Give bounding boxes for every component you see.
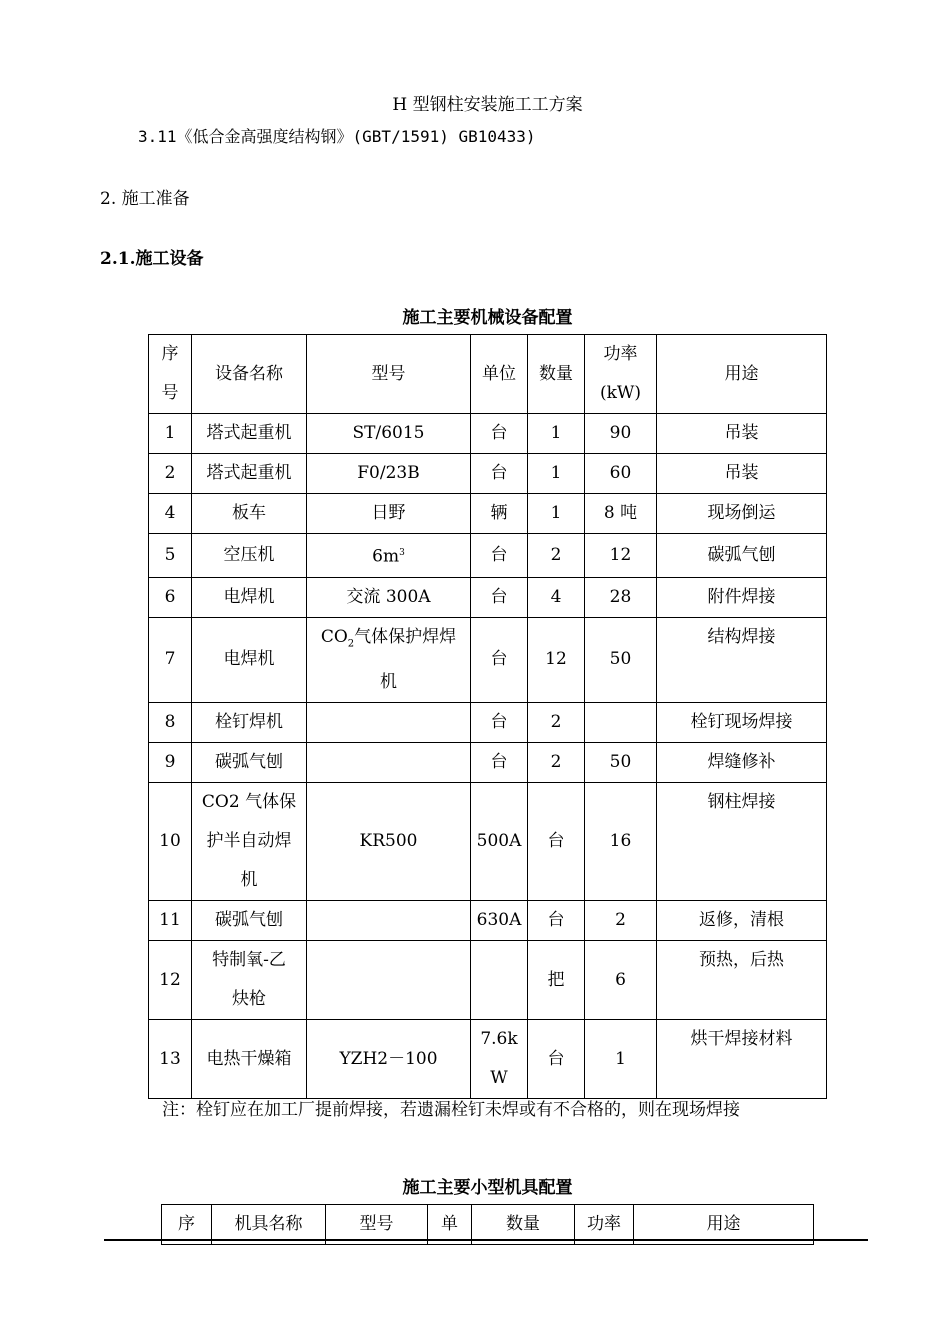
cell-power: 6 <box>585 941 657 1020</box>
header-seq: 序 号 <box>149 335 192 414</box>
cell-model <box>307 941 471 1020</box>
cell-qty: 1 <box>528 494 585 534</box>
table-row <box>149 941 827 1020</box>
cell-unit: 7.6k W <box>471 1020 528 1099</box>
cell-model <box>307 703 471 743</box>
cell-use: 栓钉现场焊接 <box>657 703 827 743</box>
footer-rule <box>104 1239 868 1241</box>
table-row <box>149 454 827 494</box>
cell-use: 吊装 <box>657 454 827 494</box>
cell-name: 电焊机 <box>192 577 307 617</box>
table-row <box>149 494 827 534</box>
cell-seq: 13 <box>149 1020 192 1099</box>
cell-use: 现场倒运 <box>657 494 827 534</box>
cell-seq: 10 <box>149 783 192 901</box>
header-qty: 数量 <box>528 335 585 414</box>
header-model: 型号 <box>326 1205 428 1245</box>
header-power: 功率 <box>575 1205 634 1245</box>
cell-seq: 8 <box>149 703 192 743</box>
cell-name: 碳弧气刨 <box>192 901 307 941</box>
cell-power: 12 <box>585 534 657 578</box>
cell-seq: 6 <box>149 577 192 617</box>
table-row <box>149 534 827 578</box>
cell-qty: 4 <box>528 577 585 617</box>
cell-power: 50 <box>585 743 657 783</box>
header-power: 功率 (kW) <box>585 335 657 414</box>
header-use: 用途 <box>634 1205 814 1245</box>
cell-name: 碳弧气刨 <box>192 743 307 783</box>
cell-model: ST/6015 <box>307 414 471 454</box>
cell-power: 16 <box>585 783 657 901</box>
cell-qty: 2 <box>528 534 585 578</box>
reference-line: 3.11《低合金高强度结构钢》(GBT/1591) GB10433) <box>138 127 536 146</box>
cell-unit: 辆 <box>471 494 528 534</box>
table-row <box>149 1020 827 1099</box>
header-unit: 单 <box>428 1205 472 1245</box>
cell-unit: 台 <box>471 414 528 454</box>
cell-seq: 2 <box>149 454 192 494</box>
cell-power: 90 <box>585 414 657 454</box>
section-heading-2-1: 2.1.施工设备 <box>100 249 204 269</box>
cell-use: 钢柱焊接 <box>657 783 827 901</box>
cell-model: 交流 300A <box>307 577 471 617</box>
equipment-table <box>148 334 827 1099</box>
cell-use: 附件焊接 <box>657 577 827 617</box>
cell-qty: 把 <box>528 941 585 1020</box>
cell-name: 电热干燥箱 <box>192 1020 307 1099</box>
table-row <box>149 414 827 454</box>
section-heading-2: 2. 施工准备 <box>100 189 190 209</box>
cell-qty: 2 <box>528 703 585 743</box>
table-row <box>149 743 827 783</box>
cell-unit: 630A <box>471 901 528 941</box>
cell-qty: 台 <box>528 1020 585 1099</box>
table-row <box>149 577 827 617</box>
cell-unit: 台 <box>471 703 528 743</box>
cell-use: 碳弧气刨 <box>657 534 827 578</box>
header-model: 型号 <box>307 335 471 414</box>
cell-name: 板车 <box>192 494 307 534</box>
cell-name: 空压机 <box>192 534 307 578</box>
table1-header-row <box>149 335 827 414</box>
cell-unit: 台 <box>471 454 528 494</box>
cell-model <box>307 901 471 941</box>
cell-unit: 台 <box>471 743 528 783</box>
cell-unit: 台 <box>471 577 528 617</box>
cell-power <box>585 703 657 743</box>
page-header: H 型钢柱安装施工工方案 <box>392 95 583 115</box>
cell-name: 塔式起重机 <box>192 454 307 494</box>
cell-seq: 4 <box>149 494 192 534</box>
cell-power: 1 <box>585 1020 657 1099</box>
cell-qty: 1 <box>528 454 585 494</box>
cell-model: KR500 <box>307 783 471 901</box>
cell-seq: 9 <box>149 743 192 783</box>
cell-name: CO2 气体保 护半自动焊 机 <box>192 783 307 901</box>
cell-qty: 2 <box>528 743 585 783</box>
cell-qty: 台 <box>528 901 585 941</box>
cell-model <box>307 743 471 783</box>
header-qty: 数量 <box>472 1205 575 1245</box>
cell-use: 焊缝修补 <box>657 743 827 783</box>
cell-unit: 500A <box>471 783 528 901</box>
cell-power: 2 <box>585 901 657 941</box>
cell-unit: 台 <box>471 617 528 702</box>
cell-power: 28 <box>585 577 657 617</box>
cell-power: 60 <box>585 454 657 494</box>
cell-seq: 11 <box>149 901 192 941</box>
table-note: 注：栓钉应在加工厂提前焊接，若遗漏栓钉未焊或有不合格的，则在现场焊接 <box>162 1100 740 1120</box>
cell-seq: 7 <box>149 617 192 702</box>
cell-seq: 12 <box>149 941 192 1020</box>
cell-use: 预热，后热 <box>657 941 827 1020</box>
cell-model: $6m^3$ <box>307 534 471 578</box>
cell-use: 吊装 <box>657 414 827 454</box>
cell-model: $CO_2$气体保护焊焊 机 <box>307 617 471 702</box>
header-seq: 序 <box>162 1205 212 1245</box>
cell-name: 塔式起重机 <box>192 414 307 454</box>
cell-seq: 1 <box>149 414 192 454</box>
cell-use: 返修，清根 <box>657 901 827 941</box>
cell-use: 结构焊接 <box>657 617 827 702</box>
cell-unit: 台 <box>471 534 528 578</box>
cell-unit <box>471 941 528 1020</box>
table-row <box>149 901 827 941</box>
table2-caption: 施工主要小型机具配置 <box>402 1178 573 1198</box>
cell-seq: 5 <box>149 534 192 578</box>
cell-name: 特制氧-乙 炔枪 <box>192 941 307 1020</box>
header-unit: 单位 <box>471 335 528 414</box>
cell-name: 栓钉焊机 <box>192 703 307 743</box>
header-name: 机具名称 <box>212 1205 326 1245</box>
table-row <box>149 703 827 743</box>
table-row <box>149 617 827 702</box>
header-use: 用途 <box>657 335 827 414</box>
cell-name: 电焊机 <box>192 617 307 702</box>
cell-use: 烘干焊接材料 <box>657 1020 827 1099</box>
cell-model: F0/23B <box>307 454 471 494</box>
header-name: 设备名称 <box>192 335 307 414</box>
cell-qty: 1 <box>528 414 585 454</box>
cell-power: 8 吨 <box>585 494 657 534</box>
cell-power: 50 <box>585 617 657 702</box>
cell-qty: 12 <box>528 617 585 702</box>
cell-qty: 台 <box>528 783 585 901</box>
table1-caption: 施工主要机械设备配置 <box>402 308 573 328</box>
cell-model: 日野 <box>307 494 471 534</box>
table-row <box>149 783 827 901</box>
cell-model: YZH2－100 <box>307 1020 471 1099</box>
